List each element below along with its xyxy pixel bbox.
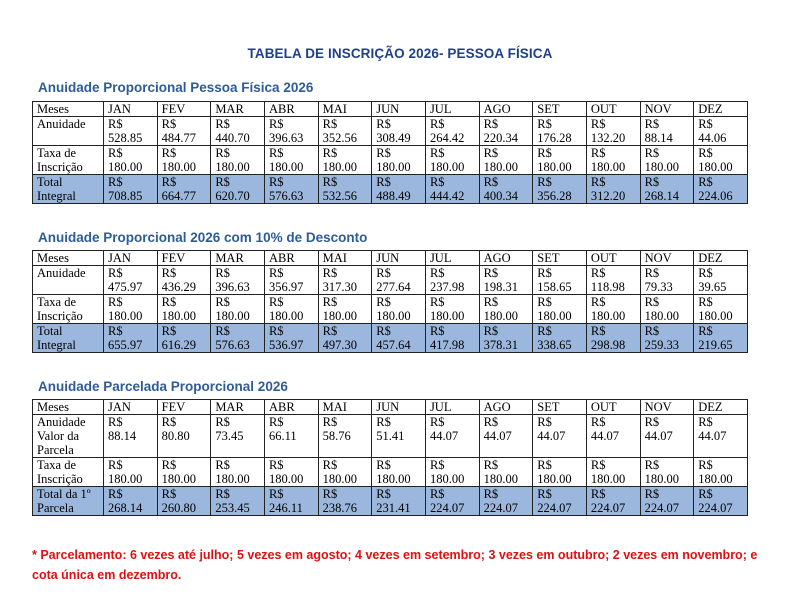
installment-note: * Parcelamento: 6 vezes até julho; 5 vezes em agosto; 4 vezes em setembro; 3 vezes em outubro; 2 vezes em novembro; e cota única em dezembro. <box>32 548 758 582</box>
fee-table-2 <box>32 250 748 353</box>
value-cell: R$ 180.00 <box>157 146 211 175</box>
header-cell-month: AGO <box>479 102 533 117</box>
header-cell-month: OUT <box>586 251 640 266</box>
value-cell: R$ 44.07 <box>640 415 694 458</box>
section-title-3: Anuidade Parcelada Proporcional 2026 <box>38 379 288 394</box>
value-cell: R$ 268.14 <box>104 487 158 516</box>
value-cell: R$ 224.07 <box>425 487 479 516</box>
value-cell: R$ 180.00 <box>586 458 640 487</box>
value-cell: R$ 180.00 <box>372 295 426 324</box>
header-cell-month: OUT <box>586 400 640 415</box>
value-cell: R$ 457.64 <box>372 324 426 353</box>
row-label-cell: Total Integral <box>33 175 104 204</box>
value-cell: R$ 180.00 <box>157 458 211 487</box>
header-cell-month: JUL <box>425 102 479 117</box>
value-cell: R$ 180.00 <box>425 295 479 324</box>
value-cell: R$ 180.00 <box>586 146 640 175</box>
table-row-anuidade-parcela <box>33 415 748 458</box>
value-cell: R$ 396.63 <box>264 117 318 146</box>
value-cell: R$ 180.00 <box>318 295 372 324</box>
table-row-taxa <box>33 458 748 487</box>
value-cell: R$ 132.20 <box>586 117 640 146</box>
value-cell: R$ 356.97 <box>264 266 318 295</box>
value-cell: R$ 180.00 <box>425 146 479 175</box>
value-cell: R$ 180.00 <box>479 458 533 487</box>
value-cell: R$ 576.63 <box>264 175 318 204</box>
value-cell: R$ 237.98 <box>425 266 479 295</box>
table-row-taxa <box>33 146 748 175</box>
value-cell: R$ 417.98 <box>425 324 479 353</box>
header-cell-month: JUN <box>372 400 426 415</box>
value-cell: R$ 88.14 <box>104 415 158 458</box>
value-cell: R$ 198.31 <box>479 266 533 295</box>
value-cell: R$ 378.31 <box>479 324 533 353</box>
row-label-cell: Anuidade <box>33 117 104 146</box>
value-cell: R$ 220.34 <box>479 117 533 146</box>
value-cell: R$ 180.00 <box>533 458 587 487</box>
value-cell: R$ 260.80 <box>157 487 211 516</box>
value-cell: R$ 224.07 <box>533 487 587 516</box>
value-cell: R$ 308.49 <box>372 117 426 146</box>
value-cell: R$ 268.14 <box>640 175 694 204</box>
row-label-cell: Taxa de Inscrição <box>33 458 104 487</box>
value-cell: R$ 528.85 <box>104 117 158 146</box>
table-header-row <box>33 102 748 117</box>
header-cell-label: Meses <box>33 251 104 266</box>
value-cell: R$ 79.33 <box>640 266 694 295</box>
header-cell-month: OUT <box>586 102 640 117</box>
header-cell-month: FEV <box>157 102 211 117</box>
value-cell: R$ 180.00 <box>479 295 533 324</box>
header-cell-month: MAR <box>211 400 265 415</box>
value-cell: R$ 259.33 <box>640 324 694 353</box>
value-cell: R$ 39.65 <box>694 266 748 295</box>
header-cell-month: JUN <box>372 251 426 266</box>
value-cell: R$ 180.00 <box>694 146 748 175</box>
table-row-total <box>33 324 748 353</box>
value-cell: R$ 180.00 <box>104 146 158 175</box>
row-label-cell: Total Integral <box>33 324 104 353</box>
header-cell-month: JUL <box>425 400 479 415</box>
value-cell: R$ 655.97 <box>104 324 158 353</box>
value-cell: R$ 180.00 <box>372 146 426 175</box>
value-cell: R$ 484.77 <box>157 117 211 146</box>
value-cell: R$ 264.42 <box>425 117 479 146</box>
row-label-cell: Anuidade Valor da Parcela <box>33 415 104 458</box>
value-cell: R$ 317.30 <box>318 266 372 295</box>
header-cell-month: NOV <box>640 102 694 117</box>
value-cell: R$ 180.00 <box>104 295 158 324</box>
value-cell: R$ 180.00 <box>640 458 694 487</box>
value-cell: R$ 176.28 <box>533 117 587 146</box>
value-cell: R$ 352.56 <box>318 117 372 146</box>
header-cell-month: ABR <box>264 102 318 117</box>
row-label-cell: Total da 1º Parcela <box>33 487 104 516</box>
header-cell-label: Meses <box>33 102 104 117</box>
value-cell: R$ 576.63 <box>211 324 265 353</box>
value-cell: R$ 444.42 <box>425 175 479 204</box>
header-cell-month: FEV <box>157 400 211 415</box>
value-cell: R$ 238.76 <box>318 487 372 516</box>
value-cell: R$ 44.07 <box>694 415 748 458</box>
value-cell: R$ 400.34 <box>479 175 533 204</box>
value-cell: R$ 338.65 <box>533 324 587 353</box>
value-cell: R$ 219.65 <box>694 324 748 353</box>
value-cell: R$ 312.20 <box>586 175 640 204</box>
header-cell-month: ABR <box>264 400 318 415</box>
header-cell-month: JUL <box>425 251 479 266</box>
value-cell: R$ 180.00 <box>211 146 265 175</box>
header-cell-label: Meses <box>33 400 104 415</box>
fee-table-1 <box>32 101 748 204</box>
header-cell-month: DEZ <box>694 102 748 117</box>
value-cell: R$ 44.07 <box>425 415 479 458</box>
header-cell-month: JAN <box>104 400 158 415</box>
value-cell: R$ 180.00 <box>533 146 587 175</box>
value-cell: R$ 180.00 <box>318 146 372 175</box>
value-cell: R$ 497.30 <box>318 324 372 353</box>
header-cell-month: MAR <box>211 102 265 117</box>
header-cell-month: NOV <box>640 400 694 415</box>
value-cell: R$ 73.45 <box>211 415 265 458</box>
value-cell: R$ 180.00 <box>694 295 748 324</box>
row-label-cell: Taxa de Inscrição <box>33 146 104 175</box>
value-cell: R$ 180.00 <box>211 295 265 324</box>
value-cell: R$ 231.41 <box>372 487 426 516</box>
value-cell: R$ 180.00 <box>318 458 372 487</box>
value-cell: R$ 356.28 <box>533 175 587 204</box>
value-cell: R$ 224.07 <box>694 487 748 516</box>
value-cell: R$ 180.00 <box>586 295 640 324</box>
value-cell: R$ 224.06 <box>694 175 748 204</box>
value-cell: R$ 180.00 <box>264 295 318 324</box>
value-cell: R$ 180.00 <box>264 458 318 487</box>
value-cell: R$ 440.70 <box>211 117 265 146</box>
value-cell: R$ 436.29 <box>157 266 211 295</box>
value-cell: R$ 253.45 <box>211 487 265 516</box>
value-cell: R$ 664.77 <box>157 175 211 204</box>
value-cell: R$ 708.85 <box>104 175 158 204</box>
value-cell: R$ 180.00 <box>533 295 587 324</box>
value-cell: R$ 180.00 <box>104 458 158 487</box>
value-cell: R$ 44.07 <box>586 415 640 458</box>
table-header-row <box>33 251 748 266</box>
value-cell: R$ 88.14 <box>640 117 694 146</box>
header-cell-month: DEZ <box>694 251 748 266</box>
row-label-cell: Anuidade <box>33 266 104 295</box>
header-cell-month: MAI <box>318 251 372 266</box>
value-cell: R$ 44.07 <box>533 415 587 458</box>
header-cell-month: JUN <box>372 102 426 117</box>
value-cell: R$ 536.97 <box>264 324 318 353</box>
page-title: TABELA DE INSCRIÇÃO 2026- PESSOA FÍSICA <box>247 46 553 61</box>
value-cell: R$ 44.06 <box>694 117 748 146</box>
value-cell: R$ 224.07 <box>479 487 533 516</box>
value-cell: R$ 620.70 <box>211 175 265 204</box>
value-cell: R$ 616.29 <box>157 324 211 353</box>
value-cell: R$ 298.98 <box>586 324 640 353</box>
value-cell: R$ 180.00 <box>157 295 211 324</box>
value-cell: R$ 532.56 <box>318 175 372 204</box>
header-cell-month: AGO <box>479 251 533 266</box>
value-cell: R$ 277.64 <box>372 266 426 295</box>
value-cell: R$ 58.76 <box>318 415 372 458</box>
section-title-1: Anuidade Proporcional Pessoa Física 2026 <box>38 80 314 95</box>
header-cell-month: SET <box>533 251 587 266</box>
header-cell-month: MAR <box>211 251 265 266</box>
value-cell: R$ 80.80 <box>157 415 211 458</box>
header-cell-month: ABR <box>264 251 318 266</box>
value-cell: R$ 180.00 <box>694 458 748 487</box>
value-cell: R$ 66.11 <box>264 415 318 458</box>
header-cell-month: MAI <box>318 400 372 415</box>
value-cell: R$ 180.00 <box>640 146 694 175</box>
value-cell: R$ 118.98 <box>586 266 640 295</box>
header-cell-month: DEZ <box>694 400 748 415</box>
value-cell: R$ 180.00 <box>372 458 426 487</box>
table-row-total <box>33 175 748 204</box>
value-cell: R$ 51.41 <box>372 415 426 458</box>
section-title-2: Anuidade Proporcional 2026 com 10% de Desconto <box>38 230 368 245</box>
header-cell-month: MAI <box>318 102 372 117</box>
value-cell: R$ 180.00 <box>264 146 318 175</box>
value-cell: R$ 158.65 <box>533 266 587 295</box>
header-cell-month: FEV <box>157 251 211 266</box>
header-cell-month: SET <box>533 400 587 415</box>
value-cell: R$ 224.07 <box>586 487 640 516</box>
table-header-row <box>33 400 748 415</box>
table-row-total-parcela <box>33 487 748 516</box>
value-cell: R$ 180.00 <box>211 458 265 487</box>
value-cell: R$ 475.97 <box>104 266 158 295</box>
value-cell: R$ 224.07 <box>640 487 694 516</box>
header-cell-month: NOV <box>640 251 694 266</box>
table-row-taxa <box>33 295 748 324</box>
table-row-anuidade <box>33 266 748 295</box>
header-cell-month: SET <box>533 102 587 117</box>
fee-table-3 <box>32 399 748 516</box>
value-cell: R$ 44.07 <box>479 415 533 458</box>
header-cell-month: JAN <box>104 102 158 117</box>
header-cell-month: JAN <box>104 251 158 266</box>
value-cell: R$ 396.63 <box>211 266 265 295</box>
row-label-cell: Taxa de Inscrição <box>33 295 104 324</box>
value-cell: R$ 246.11 <box>264 487 318 516</box>
value-cell: R$ 180.00 <box>640 295 694 324</box>
header-cell-month: AGO <box>479 400 533 415</box>
value-cell: R$ 488.49 <box>372 175 426 204</box>
table-row-anuidade <box>33 117 748 146</box>
value-cell: R$ 180.00 <box>425 458 479 487</box>
value-cell: R$ 180.00 <box>479 146 533 175</box>
